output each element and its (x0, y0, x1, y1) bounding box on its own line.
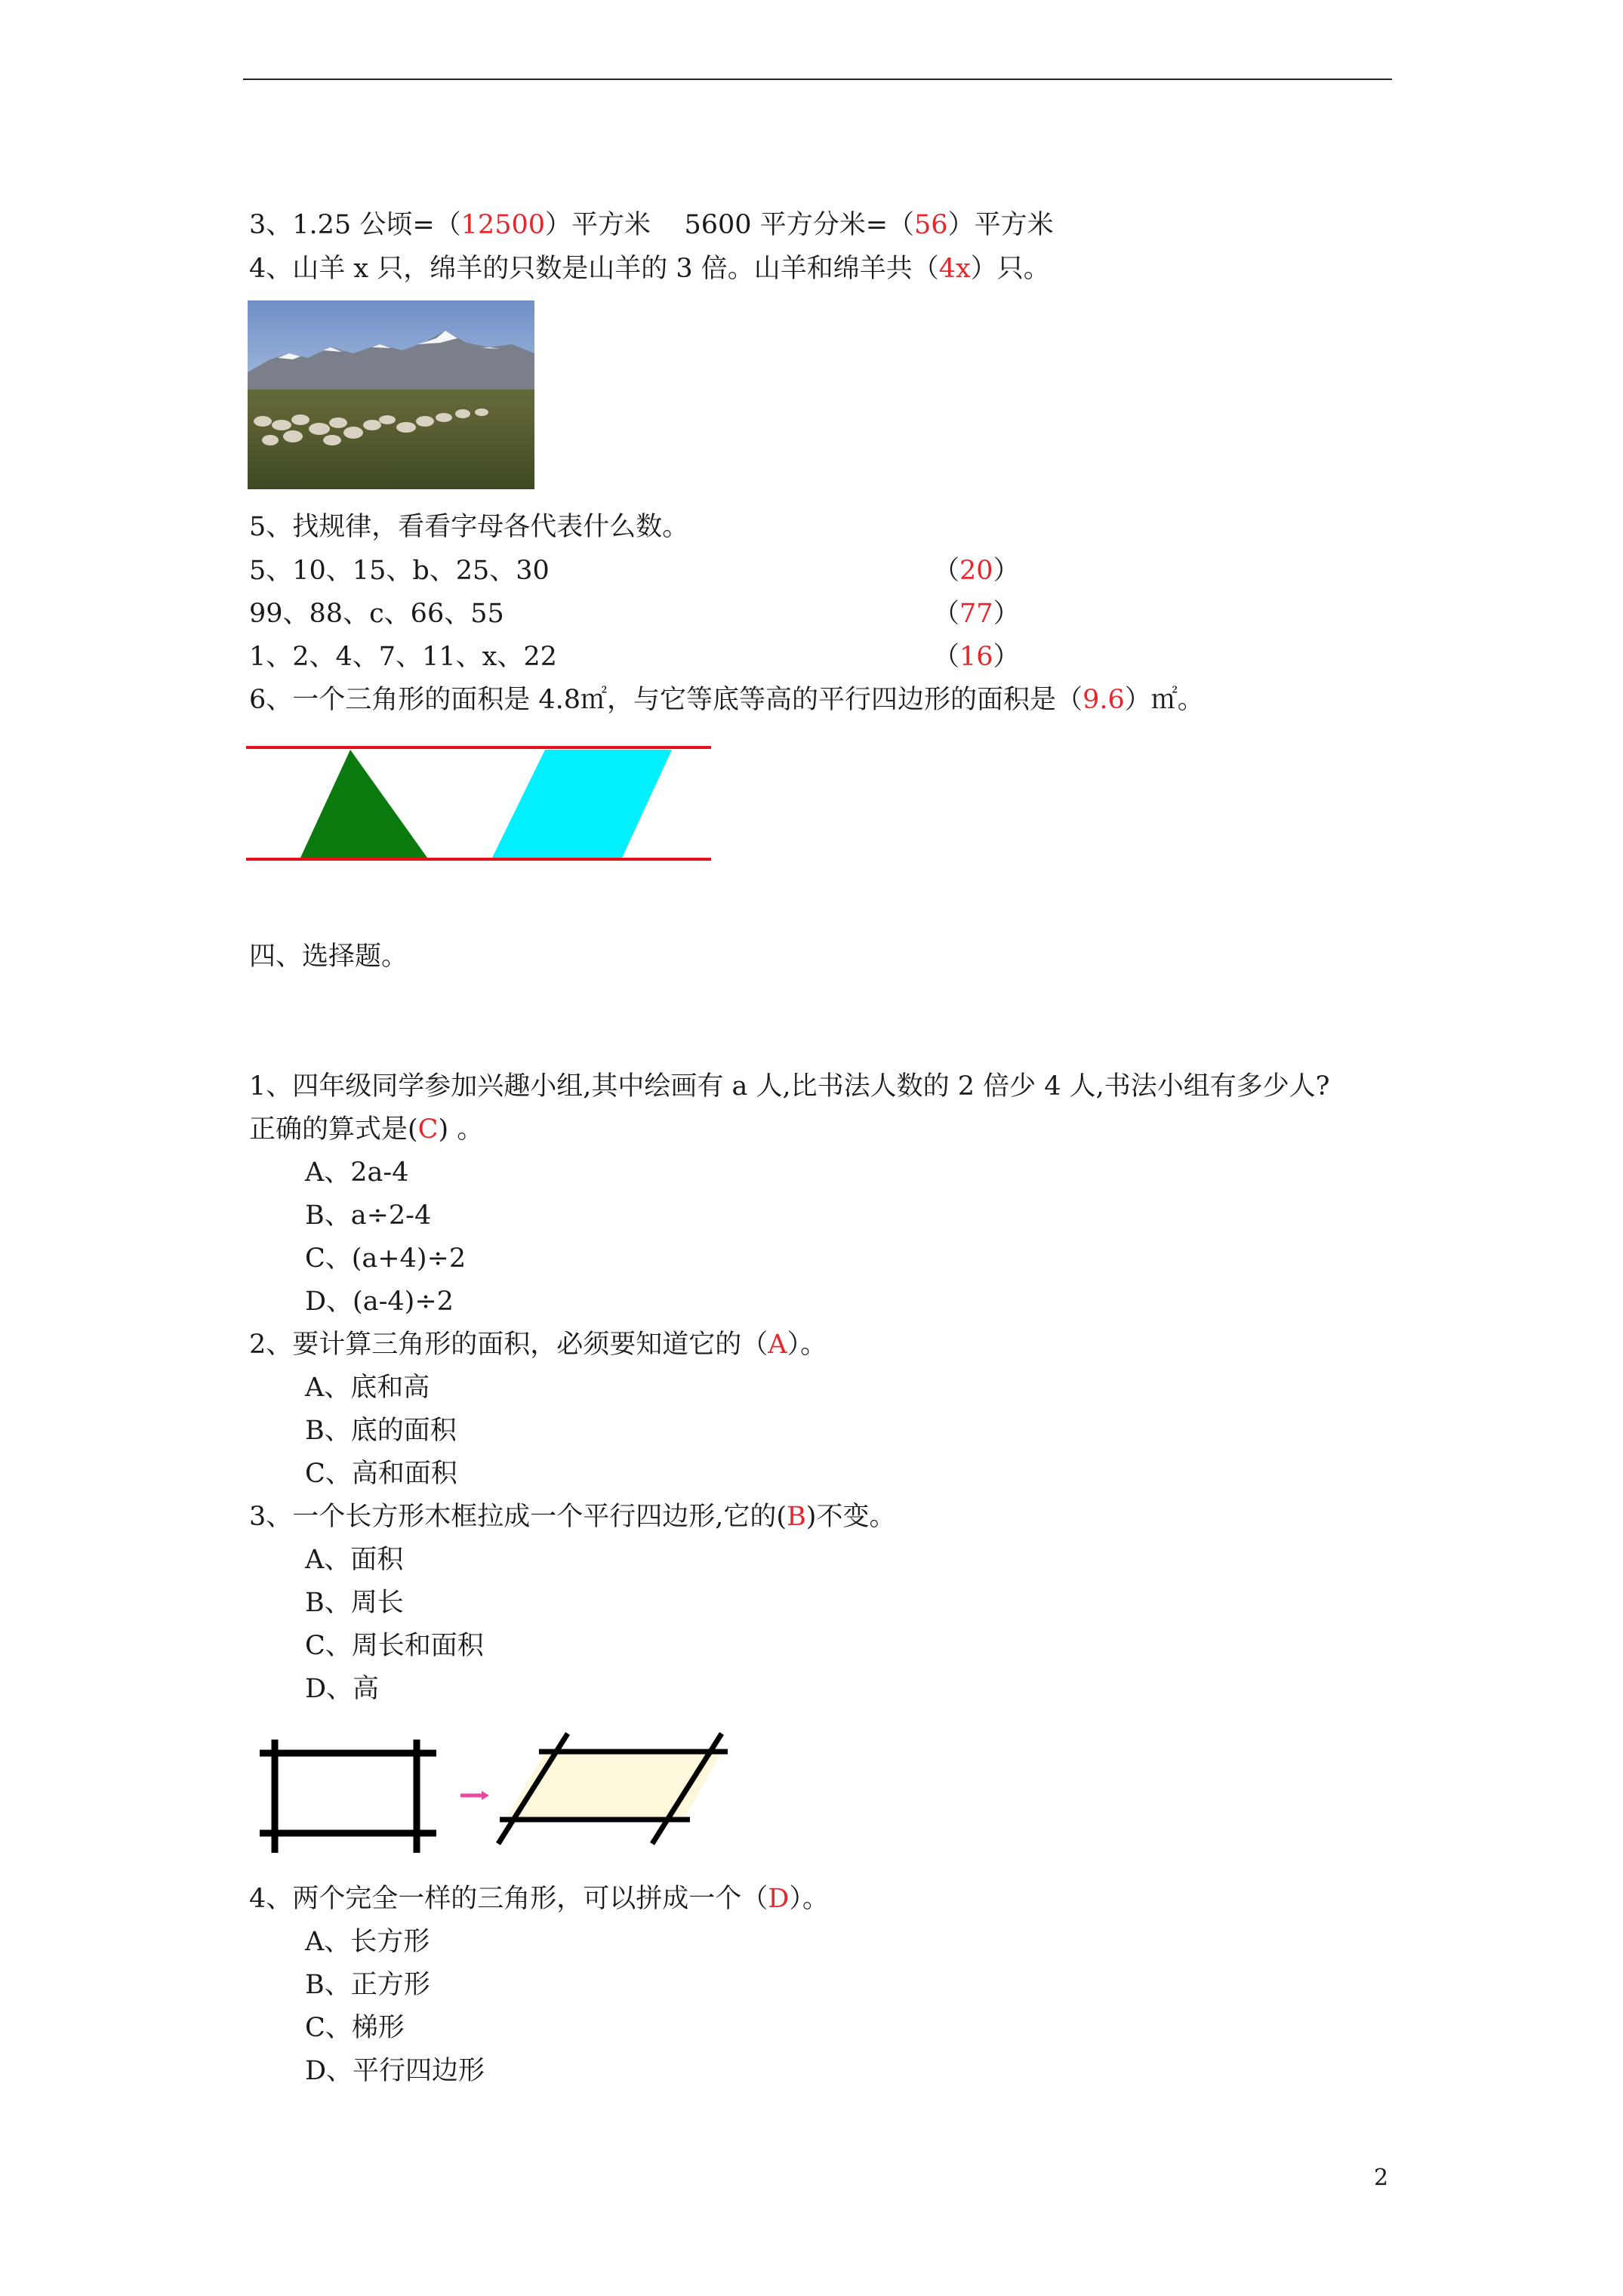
answer-q4: 4x (938, 254, 971, 284)
answer-x: 16 (959, 642, 993, 672)
question-5-title: 5、找规律，看看字母各代表什么数。 (249, 512, 689, 542)
mc4-option-d: D、平行四边形 (305, 2056, 485, 2086)
pattern-row-1: 5、10、15、b、25、30 （20） (249, 556, 1020, 586)
mc1-option-c: C、(a+4)÷2 (305, 1244, 467, 1274)
answer-mc4: D (768, 1884, 790, 1914)
answer-q6: 9.6 (1083, 685, 1125, 715)
pattern-row-3: 1、2、4、7、11、x、22 （16） (249, 642, 1020, 672)
mc4-option-a: A、长方形 (305, 1927, 430, 1957)
section-4-title: 四、选择题。 (249, 942, 408, 972)
arrow-icon (460, 1791, 489, 1800)
mc2-option-b: B、底的面积 (305, 1416, 457, 1446)
answer-mc1: C (417, 1114, 439, 1145)
mc1-option-a: A、2a-4 (305, 1157, 409, 1188)
mc1-option-d: D、(a-4)÷2 (305, 1287, 454, 1317)
answer-q3-a: 12500 (460, 210, 545, 240)
answer-b: 20 (959, 556, 993, 586)
answer-mc2: A (768, 1330, 787, 1360)
triangle-parallelogram-figure (246, 741, 714, 867)
mc-question-1-line1: 1、四年级同学参加兴趣小组,其中绘画有 a 人,比书法人数的 2 倍少 4 人,书法小组有多少人? (249, 1071, 1330, 1102)
rectangle-frame (260, 1740, 436, 1853)
answer-mc3: B (787, 1502, 806, 1532)
mc-question-1-line2: 正确的算式是(C) 。 (249, 1114, 484, 1145)
question-6: 6、一个三角形的面积是 4.8㎡，与它等底等高的平行四边形的面积是（9.6）㎡。 (249, 685, 1204, 715)
question-3: 3、1.25 公顷=（12500）平方米 5600 平方分米=（56）平方米 (249, 210, 1054, 240)
mc-question-4: 4、两个完全一样的三角形，可以拼成一个（D）。 (249, 1884, 829, 1914)
page-number: 2 (1374, 2165, 1389, 2191)
mc3-option-a: A、面积 (305, 1545, 404, 1575)
sheep-photo (248, 300, 534, 489)
frame-transform-figure (249, 1723, 732, 1859)
mc-question-3: 3、一个长方形木框拉成一个平行四边形,它的(B)不变。 (249, 1502, 896, 1532)
parallelogram-frame (498, 1734, 728, 1844)
mc1-option-b: B、a÷2-4 (305, 1200, 432, 1231)
mc2-option-a: A、底和高 (305, 1373, 430, 1403)
mc3-option-b: B、周长 (305, 1588, 404, 1618)
answer-c: 77 (959, 599, 993, 629)
pattern-row-2: 99、88、c、66、55 （77） (249, 599, 1020, 629)
mc4-option-c: C、梯形 (305, 2013, 405, 2043)
cyan-parallelogram (492, 750, 672, 858)
mc3-option-c: C、周长和面积 (305, 1631, 484, 1661)
mc3-option-d: D、高 (305, 1674, 380, 1704)
mc2-option-c: C、高和面积 (305, 1459, 457, 1489)
question-4: 4、山羊 x 只，绵羊的只数是山羊的 3 倍。山羊和绵羊共（4x）只。 (249, 254, 1050, 284)
green-triangle (300, 750, 427, 858)
header-rule (243, 79, 1392, 80)
mc-question-2: 2、要计算三角形的面积，必须要知道它的（A）。 (249, 1330, 827, 1360)
mc4-option-b: B、正方形 (305, 1970, 430, 2000)
answer-q3-b: 56 (914, 210, 948, 240)
